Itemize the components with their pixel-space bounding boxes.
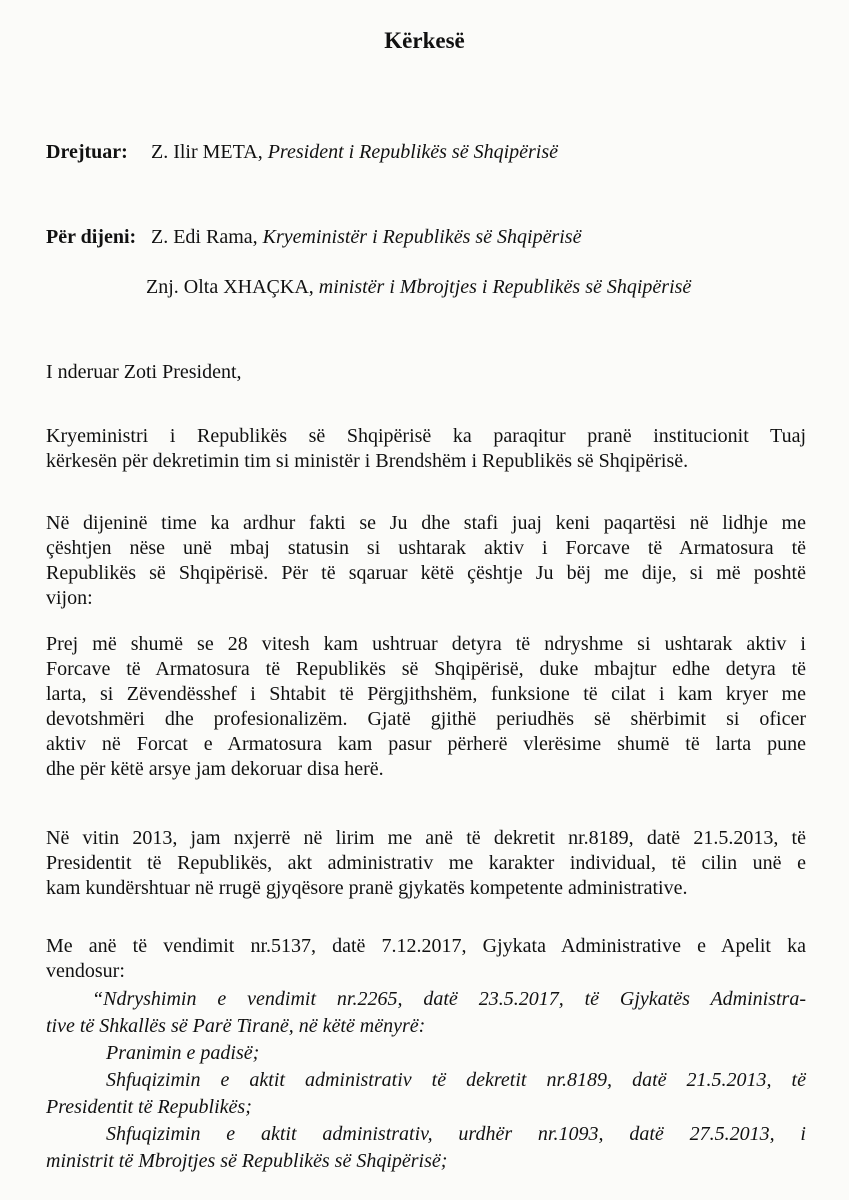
paragraph-line: devotshmëri dhe profesionalizëm. Gjatë gjithë periudhës së shërbimit si oficer <box>46 708 806 730</box>
paragraph-line: vendosur: <box>46 960 125 982</box>
addressed-label: Drejtuar: <box>46 141 128 163</box>
paragraph-line: Me anë të vendimit nr.5137, datë 7.12.2017, Gjykata Administrative e Apelit ka <box>46 935 806 957</box>
cc-line-1 <box>46 226 581 249</box>
paragraph-line: kërkesën për dekretimin tim si ministër i Brendshëm i Republikës së Shqipërisë. <box>46 450 689 472</box>
paragraph-line: Prej më shumë se 28 vitesh kam ushtruar detyra të ndryshme si ushtarak aktiv i <box>46 633 806 655</box>
quote-line: Presidentit të Republikës; <box>46 1096 252 1118</box>
paragraph-line: aktiv në Forcat e Armatosura kam pasur përherë vlerësime shumë të larta pune <box>46 733 806 755</box>
quote-line: Shfuqizimin e aktit administrativ, urdhër nr.1093, datë 27.5.2013, i <box>106 1123 806 1145</box>
cc-role: Kryeministër i Republikës së Shqipërisë <box>262 226 582 248</box>
paragraph-line: larta, si Zëvendësshef i Shtabit të Përgjithshëm, funksione të cilat i kam kryer me <box>46 683 806 705</box>
quote-line: Pranimin e padisë; <box>106 1042 260 1064</box>
quote-line: “Ndryshimin e vendimit nr.2265, datë 23.5.2017, të Gjykatës Administra- <box>92 988 806 1010</box>
paragraph <box>46 632 806 782</box>
quoted-decision <box>46 986 806 1175</box>
quote-line: tive të Shkallës së Parë Tiranë, në këtë mënyrë: <box>46 1015 426 1037</box>
cc-name: Znj. Olta XHAÇKA, <box>146 276 314 298</box>
addressed-name: Z. Ilir META, <box>151 141 263 163</box>
paragraph-line: Presidentit të Republikës, akt administrativ me karakter individual, të cilin unë e <box>46 852 806 874</box>
cc-label: Për dijeni: <box>46 226 137 248</box>
paragraph-line: Në vitin 2013, jam nxjerrë në lirim me anë të dekretit nr.8189, datë 21.5.2013, të <box>46 827 806 849</box>
paragraph-line: Forcave të Armatosura të Republikës së Shqipërisë, duke mbajtur edhe detyra të <box>46 658 806 680</box>
cc-line-2 <box>146 276 691 299</box>
paragraph <box>46 424 806 474</box>
paragraph-line: Në dijeninë time ka ardhur fakti se Ju dhe stafi juaj keni paqartësi në lidhje me <box>46 512 806 534</box>
quote-line: ministrit të Mbrojtjes së Republikës së Shqipërisë; <box>46 1150 448 1172</box>
paragraph-line: dhe për këtë arsye jam dekoruar disa herë. <box>46 758 384 780</box>
paragraph <box>46 511 806 611</box>
quote-line: Shfuqizimin e aktit administrativ të dekretit nr.8189, datë 21.5.2013, të <box>106 1069 806 1091</box>
paragraph-line: çështjen nëse unë mbaj statusin si ushtarak aktiv i Forcave të Armatosura të <box>46 537 806 559</box>
document-title: Kërkesë <box>384 28 465 53</box>
paragraph-line: Kryeministri i Republikës së Shqipërisë ka paraqitur pranë institucionit Tuaj <box>46 425 806 447</box>
addressed-role: President i Republikës së Shqipërisë <box>267 141 559 163</box>
cc-name: Z. Edi Rama, <box>151 226 258 248</box>
addressed-line <box>46 141 558 164</box>
paragraph-line: vijon: <box>46 587 93 609</box>
paragraph <box>46 826 806 901</box>
paragraph <box>46 934 806 984</box>
paragraph-line: Republikës së Shqipërisë. Për të sqaruar këtë çështje Ju bëj me dije, si më poshtë <box>46 562 806 584</box>
cc-role: ministër i Mbrojtjes i Republikës së Shqipërisë <box>318 276 692 298</box>
paragraph-line: kam kundërshtuar në rrugë gjyqësore pranë gjykatës kompetente administrative. <box>46 877 688 899</box>
salutation: I nderuar Zoti President, <box>46 361 242 383</box>
